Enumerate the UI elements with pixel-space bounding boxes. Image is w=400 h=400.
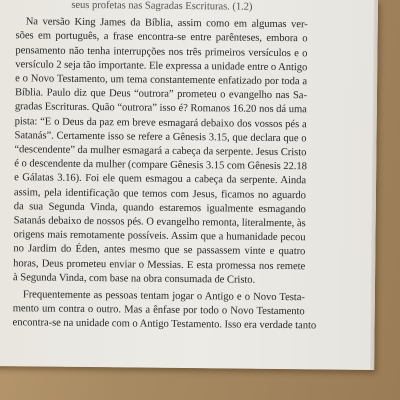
text-line: gradas Escrituras. Quão “outrora” isso é? Romanos 16.20 nos dá uma xyxy=(14,101,307,116)
paragraph-1 xyxy=(13,15,308,288)
page-text xyxy=(12,0,317,334)
header-line: seus profetas nas Sagradas Escrituras. (1.2) xyxy=(71,0,253,13)
text-line: pista: “E o Deus da paz em breve esmagará debaixo dos vossos pés a xyxy=(14,115,307,130)
paragraph-2 xyxy=(12,288,317,334)
text-line: versículo 2 seja tão importante. Ele expressa a unidade entre o Antigo xyxy=(15,59,308,74)
text-line: assim, pela identificação que temos com Jesus, ficamos no aguardo xyxy=(13,186,306,201)
text-line: à Segunda Vinda, com base na obra consumada de Cristo. xyxy=(12,272,256,286)
text-line: e Gálatas 3.16). Foi ele quem esmagou a cabeça da serpente. Ainda xyxy=(14,172,307,187)
text-line: origens mais remotamente possíveis. Assim que a humanidade pecou xyxy=(13,229,306,244)
text-line: Satanás”. Certamente isso se refere a Gênesis 3.15, que declara que o xyxy=(14,130,307,145)
text-line: e o Novo Testamento, um tema constantemente enfatizado por toda a xyxy=(15,73,308,88)
text-line: pensamento não tenha interrupções nos três primeiros versículos e o xyxy=(15,44,308,59)
text-line: Frequentemente as pessoas tentam jogar o Antigo e o Novo Testa- xyxy=(22,289,305,304)
text-line: da sua Segunda Vinda, quando estaremos igualmente esmagando xyxy=(13,201,306,216)
text-line: encontra-se na unidade com o Antigo Testamento. Isso era verdade tanto xyxy=(12,317,317,332)
text-line: no Jardim do Éden, antes mesmo que se passassem vinte e quatro xyxy=(13,243,306,258)
text-line: “descendente” da mulher esmagará a cabeça da serpente. Jesus Cristo xyxy=(14,144,307,159)
text-line: é o descendente da mulher (compare Gênesis 3.15 com Gênesis 22.18 xyxy=(14,158,307,173)
text-line: Na versão King James da Bíblia, assim como em algumas ver- xyxy=(25,16,308,31)
text-line: Bíblia. Paulo diz que Deus “outrora” prometeu o evangelho nas Sa- xyxy=(14,87,308,102)
text-line: Satanás debaixo de nossos pés. O evangelho remonta, literalmente, às xyxy=(13,215,306,230)
text-line: horas, Deus prometeu enviar o Messias. E esta promessa nos remete xyxy=(13,257,306,272)
text-line: sões em português, a frase encontra-se entre parênteses, embora o xyxy=(15,30,308,45)
text-line: mento um contra o outro. Mas a ênfase por todo o Novo Testamento xyxy=(12,303,305,318)
